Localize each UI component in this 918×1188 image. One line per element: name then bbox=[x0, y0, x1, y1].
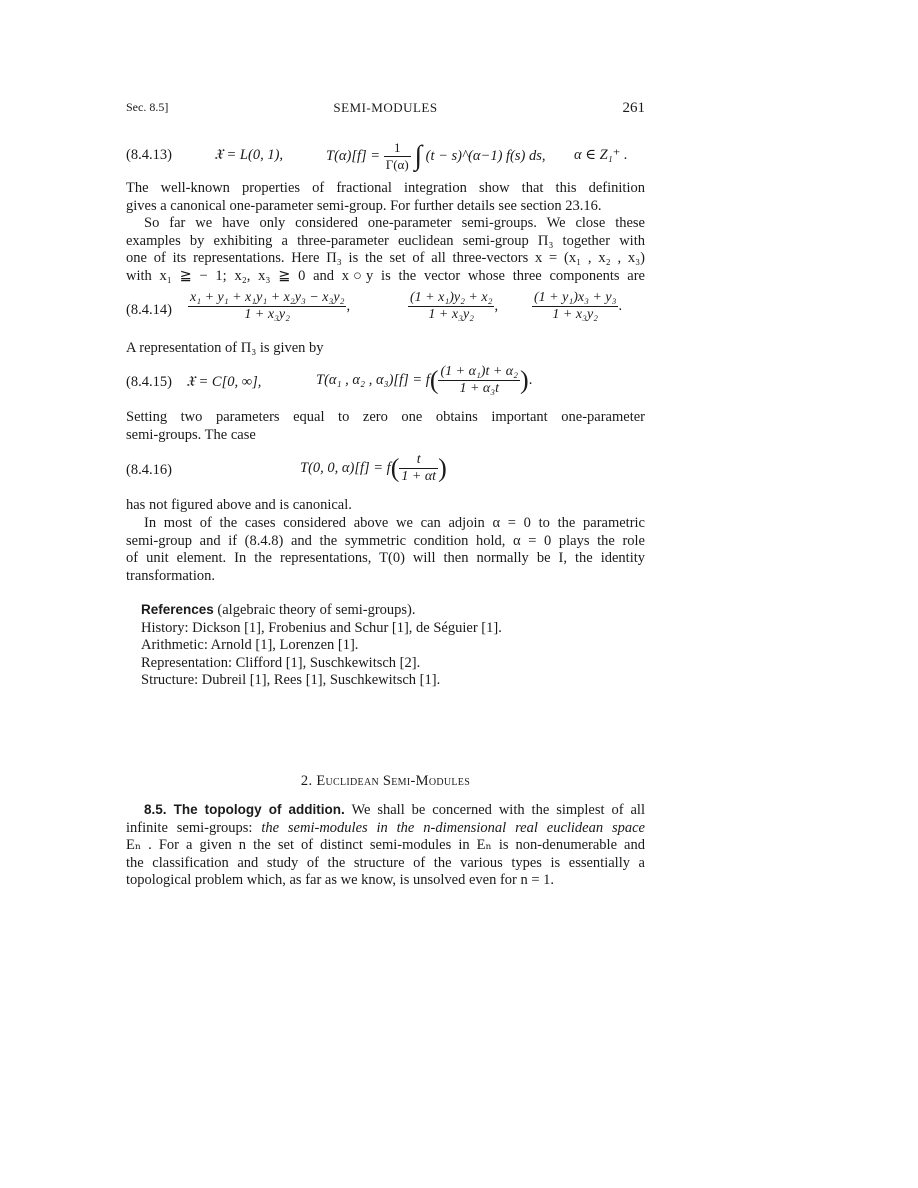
subsection-title: 8.5. The topology of addition. bbox=[144, 802, 345, 817]
section-number: 2. bbox=[300, 773, 313, 789]
equation-space: 𝔛 = L(0, 1), bbox=[214, 147, 284, 163]
section-ref: Sec. 8.5] bbox=[126, 100, 169, 114]
equation-formula bbox=[326, 140, 546, 173]
paragraph-2: So far we have only considered one-parameter semi-groups. We close these examples by exhibiting a three-parameter euclidean semi-group Π₃ together with one of its representations. Here Π₃ is the set of all three-vectors x = (x₁ , x₂ , x₃) with x₁ ≧ − 1; x₂, x₃ ≧ 0 and x○y is the vector whose three components are bbox=[126, 215, 645, 284]
reference-structure: Structure: Dubreil [1], Rees [1], Suschkewitsch [1]. bbox=[141, 672, 441, 689]
integral-sign: ∫ bbox=[414, 140, 422, 172]
equation-space: 𝔛 = C[0, ∞], bbox=[186, 374, 262, 390]
equation-label: (8.4.15) bbox=[126, 374, 172, 390]
equation-label: (8.4.16) bbox=[126, 462, 172, 478]
equation-condition: α ∈ Z₁⁺ . bbox=[574, 147, 628, 163]
subsection-paragraph: 8.5. The topology of addition. We shall be concerned with the simplest of all infinite semi-groups: the semi-modules in the n-dimensional real euclidean space Eₙ . For a given n the set of distinct semi-modules in Eₙ is non-denumerable and the classification and study of the structure of the various types is essentially a topological problem which, as far as we know, is unsolved even for n = 1. bbox=[126, 802, 645, 889]
paragraph-5: has not figured above and is canonical. bbox=[126, 497, 352, 513]
running-head bbox=[126, 100, 645, 120]
paragraph-4: Setting two parameters equal to zero one obtains important one-parameter semi-groups. The case bbox=[126, 409, 645, 443]
running-title: SEMI-MODULES bbox=[333, 100, 438, 115]
component-2: $\frac{\text{(1 + x₁)y₂ + x₂}}{\text{1 + x₃y₂}}$ , bbox=[410, 290, 499, 322]
references-heading: References (algebraic theory of semi-groups). bbox=[141, 602, 416, 618]
paragraph-3: A representation of Π₃ is given by bbox=[126, 340, 324, 356]
equation-lhs: T(α)[f] = bbox=[326, 147, 381, 164]
equation-label: (8.4.14) bbox=[126, 302, 172, 318]
equation-formula: T(α₁ , α₂ , α₃)[f] = f( $\frac{\text{(1 + α₁)t + α₂}}{\text{1 + α₃t}}$ ). bbox=[316, 364, 533, 396]
equation-lhs: T(0, 0, α)[f] = f bbox=[300, 459, 391, 476]
references-block bbox=[141, 601, 641, 690]
page-number: 261 bbox=[622, 100, 645, 116]
component-3: $\frac{\text{(1 + y₁)x₃ + y₃}}{\text{1 + x₃y₂}}$ . bbox=[534, 290, 623, 322]
equation-8-4-16 bbox=[126, 450, 648, 492]
section-title bbox=[126, 773, 645, 790]
reference-history: History: Dickson [1], Frobenius and Schur [1], de Séguier [1]. bbox=[141, 619, 502, 636]
equation-8-4-13 bbox=[126, 140, 648, 174]
component-1: $\frac{\text{x₁ + y₁ + x₁y₁ + x₂y₃ − x₃y₂}}{\text{1 + x₃y₂}}$ , bbox=[190, 290, 351, 322]
equation-formula: T(0, 0, α)[f] = f( $\frac{t}{1 + \alpha t}$ ) bbox=[300, 452, 447, 484]
equation-lhs: T(α₁ , α₂ , α₃)[f] = f bbox=[316, 371, 430, 388]
equation-label: (8.4.13) bbox=[126, 147, 172, 163]
section-name: Euclidean Semi-Modules bbox=[316, 773, 471, 789]
equation-8-4-15 bbox=[126, 362, 648, 404]
equation-integrand: (t − s)^(α−1) f(s) ds, bbox=[425, 147, 546, 164]
reference-arithmetic: Arithmetic: Arnold [1], Lorenzen [1]. bbox=[141, 637, 359, 654]
reference-representation: Representation: Clifford [1], Suschkewitsch [2]. bbox=[141, 654, 421, 671]
equation-8-4-14 bbox=[126, 290, 648, 330]
equation-fraction: $\frac{1}{\Gamma(\alpha)}$ bbox=[385, 140, 409, 172]
paragraph-6: In most of the cases considered above we can adjoin α = 0 to the parametric semi-group and if (8.4.8) and the symmetric condition hold, α = 0 plays the role of unit element. In the representations, T(0) will then normally be I, the identity transformation. bbox=[126, 515, 645, 584]
paragraph-1: The well-known properties of fractional integration show that this definition gives a canonical one-parameter semi-group. For further details see section 23.16. bbox=[126, 180, 645, 214]
